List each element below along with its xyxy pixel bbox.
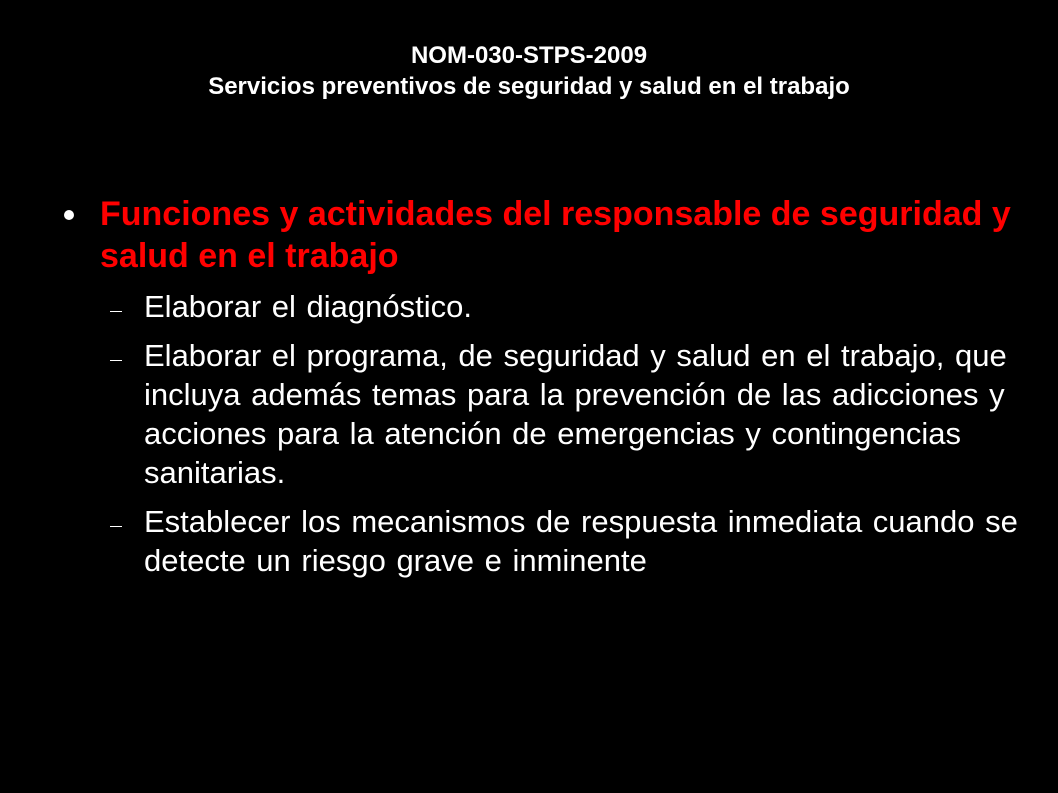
sub-list <box>62 287 1022 580</box>
sub-item-text: Elaborar el programa, de seguridad y salud en el trabajo, que incluya además temas para la prevención de las adicciones y acciones para la atención de emergencias y contingencias sanitarias. <box>144 338 1007 490</box>
sub-item <box>106 287 1022 326</box>
slide-content <box>62 193 1022 590</box>
main-bullet <box>62 193 1022 277</box>
title-line-1: NOM-030-STPS-2009 <box>410 42 648 69</box>
dash-bullet-icon <box>110 360 122 361</box>
dash-bullet-icon <box>110 526 122 527</box>
dash-bullet-icon <box>110 311 122 312</box>
sub-item <box>106 336 1022 492</box>
slide-title <box>0 40 1058 102</box>
sub-item-text: Elaborar el diagnóstico. <box>144 289 472 324</box>
main-bullet-text: Funciones y actividades del responsable de seguridad y salud en el trabajo <box>100 195 1011 275</box>
title-line-2: Servicios preventivos de seguridad y salud en el trabajo <box>208 73 850 100</box>
sub-item-text: Establecer los mecanismos de respuesta inmediata cuando se detecte un riesgo grave e inminente <box>144 504 1018 578</box>
sub-item <box>106 502 1022 580</box>
bullet-dot-icon <box>64 210 74 220</box>
